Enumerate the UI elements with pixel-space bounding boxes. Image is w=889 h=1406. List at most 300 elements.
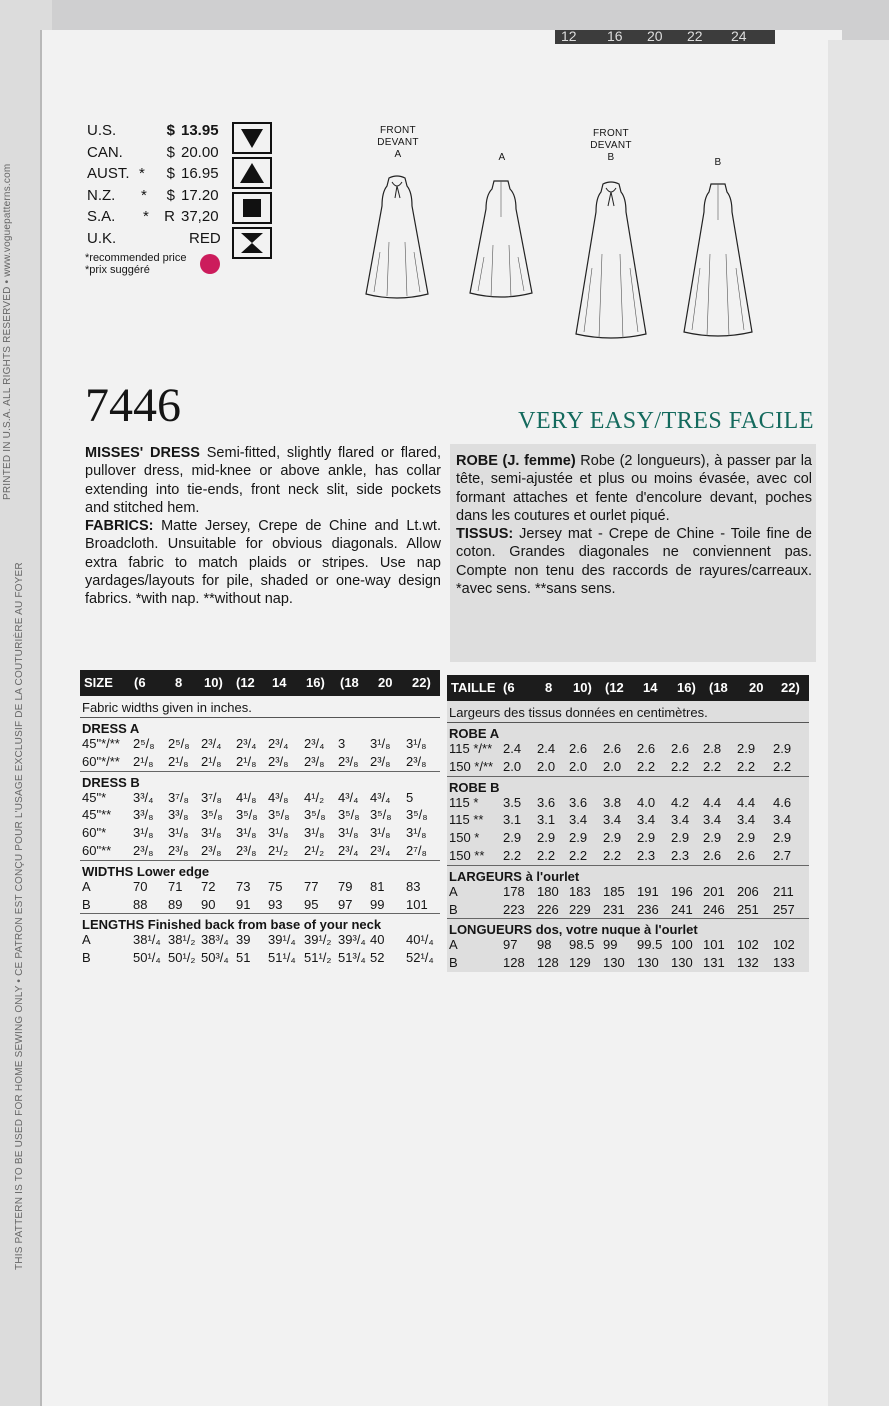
table-cell: 3.4 <box>703 812 722 828</box>
english-description <box>85 444 441 609</box>
price-amount: RED <box>189 229 221 247</box>
table-cell: 2.9 <box>737 741 756 756</box>
price-code-symbols <box>232 122 270 262</box>
table-cell: 3.4 <box>671 812 690 828</box>
table-cell: 99.5 <box>637 937 663 953</box>
table-cell: 101 <box>703 937 725 953</box>
header-size-column: (12 <box>605 680 624 695</box>
table-cell: 3¹/₈ <box>370 825 391 841</box>
table-cell: 3.1 <box>537 812 556 828</box>
table-cell: 39³/₄ <box>338 932 366 948</box>
table-cell: 2.9 <box>703 830 722 846</box>
table-cell: 3⁵/₈ <box>406 807 428 823</box>
table-cell: 191 <box>637 883 659 899</box>
table-cell: 2.6 <box>737 847 756 863</box>
table-cell: 4.0 <box>637 794 656 810</box>
table-cell: 2¹/₈ <box>201 753 222 769</box>
section-note: Lower edge <box>136 863 210 879</box>
table-section-label <box>80 860 440 878</box>
table-cell: 5 <box>406 789 414 805</box>
table-cell: 3⁵/₈ <box>236 807 258 823</box>
table-cell: 2.9 <box>569 830 588 846</box>
price-currency: $ <box>166 122 175 139</box>
table-cell: 226 <box>537 901 559 917</box>
table-cell: 2.2 <box>773 758 792 774</box>
table-cell: 2³/₈ <box>370 753 391 769</box>
table-cell: 229 <box>569 901 591 917</box>
section-title: DRESS B <box>82 774 140 790</box>
table-row <box>80 878 440 896</box>
header-size-column: (6 <box>134 675 146 690</box>
table-cell: 2³/₈ <box>268 753 289 769</box>
table-cell: 97 <box>338 896 353 912</box>
table-cell: 102 <box>773 937 795 953</box>
table-cell: 128 <box>537 955 559 971</box>
table-row <box>80 753 440 771</box>
table-cell: 2.2 <box>703 758 722 774</box>
header-size-label: TAILLE <box>451 680 496 695</box>
table-cell: 3¹/₈ <box>133 825 154 841</box>
table-cell: 132 <box>737 955 759 971</box>
table-cell: 241 <box>671 901 693 917</box>
table-row <box>447 901 809 919</box>
row-label: 115 */** <box>449 741 493 756</box>
table-cell: 2.9 <box>773 741 792 756</box>
table-cell: 3⁷/₈ <box>168 789 189 805</box>
table-cell: 129 <box>569 955 591 971</box>
section-title: DRESS A <box>82 721 140 736</box>
price-star: * <box>141 186 147 204</box>
price-country: CAN. <box>87 143 123 161</box>
row-label: 150 ** <box>449 847 485 863</box>
dress-b-front-illustration <box>572 178 650 343</box>
table-cell: 2.2 <box>569 847 588 863</box>
table-cell: 2.0 <box>569 758 588 774</box>
table-cell: 3.1 <box>503 812 522 828</box>
section-note: à l'ourlet <box>525 868 580 884</box>
header-size-column: 16) <box>306 675 325 690</box>
header-size-column: (18 <box>709 680 728 695</box>
table-cell: 2³/₄ <box>201 736 222 751</box>
table-cell: 196 <box>671 883 693 899</box>
table-section-label <box>80 718 440 735</box>
table-cell: 2³/₈ <box>236 842 257 858</box>
table-cell: 3⁵/₈ <box>304 807 326 823</box>
header-size-column: (6 <box>503 680 515 695</box>
header-size-label: SIZE <box>84 675 113 690</box>
copyright-notice: PRINTED IN U.S.A. ALL RIGHTS RESERVED • www.voguepatterns.com <box>2 163 13 500</box>
triangle-up-icon <box>232 157 272 189</box>
table-row <box>80 842 440 860</box>
header-size-column: 14 <box>272 675 287 690</box>
table-row <box>447 883 809 901</box>
table-cell: 236 <box>637 901 659 917</box>
table-cell: 4.4 <box>737 794 756 810</box>
table-cell: 2.2 <box>637 758 656 774</box>
section-title: LENGTHS <box>82 917 145 933</box>
row-label: 60"** <box>82 842 112 858</box>
table-cell: 93 <box>268 896 283 912</box>
table-cell: 83 <box>406 878 421 894</box>
table-cell: 2.4 <box>503 741 522 756</box>
table-cell: 3³/₈ <box>168 807 189 823</box>
table-cell: 73 <box>236 878 251 894</box>
table-cell: 211 <box>773 883 794 899</box>
view-label-front: FRONT <box>380 125 416 136</box>
header-size-column: (12 <box>236 675 255 690</box>
section-note: dos, votre nuque à l'ourlet <box>535 922 698 938</box>
table-cell: 2³/₄ <box>338 842 359 858</box>
table-section-label <box>447 776 809 794</box>
view-label-letter: B <box>714 157 722 168</box>
section-title: ROBE B <box>449 779 500 795</box>
table-cell: 3¹/₈ <box>268 825 289 841</box>
table-row <box>447 811 809 829</box>
recommended-price-note: *recommended price <box>85 252 187 264</box>
table-cell: 95 <box>304 896 319 912</box>
pattern-number: 7446 <box>85 379 181 432</box>
row-label: 150 */** <box>449 758 494 774</box>
table-cell: 3.8 <box>603 794 622 810</box>
table-cell: 2.2 <box>737 758 756 774</box>
table-subtitle: Fabric widths given in inches. <box>80 696 440 718</box>
table-cell: 2³/₄ <box>304 736 325 751</box>
section-note: Finished back from base of your neck <box>147 917 382 933</box>
table-cell: 185 <box>603 883 625 899</box>
price-amount: 13.95 <box>181 122 219 139</box>
table-cell: 3¹/₈ <box>406 736 427 751</box>
table-cell: 2³/₈ <box>338 753 359 769</box>
price-currency: R <box>164 208 175 225</box>
price-amount: 16.95 <box>181 165 219 182</box>
header-size-column: 8 <box>545 680 553 695</box>
section-title: WIDTHS <box>82 863 134 879</box>
triangle-down-icon <box>232 122 272 154</box>
table-cell: 4³/₄ <box>338 789 359 805</box>
table-cell: 3¹/₈ <box>370 736 391 751</box>
price-country: N.Z. <box>87 186 116 204</box>
table-cell: 4³/₈ <box>268 789 289 805</box>
table-cell: 2.9 <box>603 830 622 846</box>
table-row <box>80 949 440 967</box>
table-cell: 2³/₈ <box>406 753 427 769</box>
english-fabrics-label: FABRICS: <box>85 518 154 535</box>
table-cell: 2¹/₈ <box>236 753 257 769</box>
header-size-column: 8 <box>175 675 183 690</box>
table-cell: 251 <box>737 901 759 917</box>
header-size-column: (18 <box>340 675 359 690</box>
table-cell: 206 <box>737 883 759 899</box>
section-title: ROBE A <box>449 726 500 741</box>
english-description-text: Semi-fitted, slightly flared or flared, pullover dress, mid-knee or above ankle, has collar extending into tie-ends, front neck slit, side pockets and stitched hem. <box>85 445 441 516</box>
view-label-letter: B <box>607 152 615 163</box>
table-cell: 257 <box>773 901 795 917</box>
dress-a-front-illustration <box>362 172 432 302</box>
table-cell: 2.6 <box>569 741 588 756</box>
header-size-column: 20 <box>378 675 393 690</box>
hourglass-icon <box>232 227 272 259</box>
french-title: ROBE (J. femme) <box>456 453 576 469</box>
table-cell: 3¹/₈ <box>168 825 189 841</box>
table-cell: 2.9 <box>637 830 656 846</box>
price-star: * <box>143 208 149 225</box>
table-cell: 4.2 <box>671 794 690 810</box>
table-cell: 50¹/₄ <box>133 950 161 966</box>
table-cell: 246 <box>703 901 725 917</box>
table-cell: 2¹/₈ <box>133 753 154 769</box>
table-row <box>447 954 809 972</box>
row-label: 45"*/** <box>82 736 120 751</box>
table-cell: 131 <box>703 955 725 971</box>
table-row <box>80 824 440 842</box>
yardage-table-english <box>80 670 440 967</box>
table-cell: 2.2 <box>537 847 556 863</box>
table-row <box>447 829 809 847</box>
table-row <box>80 931 440 949</box>
table-cell: 3.6 <box>537 794 556 810</box>
table-section-label <box>80 913 440 931</box>
row-label: A <box>82 932 91 948</box>
view-label-devant: DEVANT <box>590 140 632 151</box>
header-size-column: 16) <box>677 680 696 695</box>
table-cell: 3¹/₈ <box>338 825 359 841</box>
table-row <box>447 936 809 954</box>
yardage-table-french <box>447 675 809 972</box>
table-cell: 51 <box>236 950 251 966</box>
table-cell: 2³/₈ <box>168 842 189 858</box>
price-country: S.A. <box>87 208 116 225</box>
table-cell: 4.6 <box>773 794 792 810</box>
table-cell: 2.9 <box>503 830 522 846</box>
table-cell: 39¹/₄ <box>268 932 296 948</box>
english-title: MISSES' DRESS <box>85 445 200 461</box>
table-cell: 4¹/₈ <box>236 789 257 805</box>
view-front-b <box>585 128 637 164</box>
table-cell: 2¹/₂ <box>304 842 325 858</box>
table-section-label <box>447 865 809 883</box>
table-cell: 39 <box>236 932 251 948</box>
table-cell: 3⁷/₈ <box>201 789 222 805</box>
row-label: B <box>449 901 458 917</box>
header-size-column: 20 <box>749 680 764 695</box>
table-row <box>447 794 809 812</box>
table-cell: 3⁵/₈ <box>201 807 223 823</box>
view-label-letter: A <box>394 149 402 160</box>
table-cell: 3³/₈ <box>133 807 154 823</box>
section-title: LARGEURS <box>449 868 522 884</box>
row-label: A <box>449 937 458 953</box>
table-cell: 4³/₄ <box>370 789 391 805</box>
table-cell: 180 <box>537 883 559 899</box>
table-cell: 2³/₈ <box>133 842 154 858</box>
section-title: LONGUEURS <box>449 922 533 938</box>
price-notes <box>85 252 187 276</box>
table-cell: 2.0 <box>503 758 522 774</box>
table-cell: 2.0 <box>603 758 622 774</box>
table-cell: 2.3 <box>637 847 656 863</box>
table-cell: 2⁵/₈ <box>168 736 190 751</box>
price-country: U.S. <box>87 122 117 139</box>
table-cell: 2.2 <box>503 847 522 863</box>
table-cell: 2³/₄ <box>370 842 391 858</box>
table-cell: 2.7 <box>773 847 792 863</box>
table-row <box>80 896 440 914</box>
header-size-column: 22) <box>781 680 800 695</box>
table-cell: 51³/₄ <box>338 950 366 966</box>
row-label: 115 * <box>449 794 479 810</box>
table-cell: 2.6 <box>703 847 722 863</box>
table-cell: 51¹/₄ <box>268 950 296 966</box>
table-cell: 128 <box>503 955 525 971</box>
price-amount: 20.00 <box>181 143 219 161</box>
table-cell: 2.0 <box>537 758 556 774</box>
table-section-label <box>447 723 809 740</box>
table-cell: 3¹/₈ <box>236 825 257 841</box>
row-label: B <box>82 896 91 912</box>
table-cell: 3.4 <box>603 812 622 828</box>
table-cell: 231 <box>603 901 625 917</box>
table-row <box>447 758 809 776</box>
price-currency: $ <box>166 165 175 182</box>
difficulty-label: VERY EASY/TRES FACILE <box>518 408 814 434</box>
row-label: 60"* <box>82 825 107 841</box>
view-back-b <box>706 157 730 169</box>
table-cell: 2.9 <box>671 830 690 846</box>
price-amount: 37,20 <box>181 208 219 225</box>
table-cell: 72 <box>201 878 216 894</box>
table-cell: 3¹/₈ <box>406 825 427 841</box>
table-cell: 51¹/₂ <box>304 950 332 966</box>
size-strip-number: 20 <box>647 28 663 44</box>
table-cell: 2³/₄ <box>236 736 257 751</box>
table-cell: 3¹/₈ <box>304 825 325 841</box>
table-cell: 2³/₄ <box>268 736 289 751</box>
row-label: A <box>449 883 458 899</box>
table-cell: 38¹/₄ <box>133 932 161 948</box>
view-label-front: FRONT <box>593 128 629 139</box>
table-cell: 2.6 <box>637 741 656 756</box>
row-label: 45"** <box>82 807 112 823</box>
price-currency: $ <box>166 186 175 204</box>
table-row <box>447 740 809 758</box>
table-cell: 102 <box>737 937 759 953</box>
size-strip-number: 22 <box>687 28 703 44</box>
table-cell: 3¹/₈ <box>201 825 222 841</box>
table-cell: 3.6 <box>569 794 588 810</box>
size-strip-number: 12 <box>561 28 577 44</box>
table-cell: 98 <box>537 937 552 953</box>
table-subtitle: Largeurs des tissus données en centimètres. <box>447 701 809 723</box>
row-label: 45"* <box>82 789 107 805</box>
table-cell: 4.4 <box>703 794 722 810</box>
table-cell: 39¹/₂ <box>304 932 332 948</box>
table-cell: 3 <box>338 736 346 751</box>
table-row <box>80 789 440 807</box>
row-label: 60"*/** <box>82 753 120 769</box>
size-strip-number: 24 <box>731 28 747 44</box>
table-row <box>80 806 440 824</box>
table-cell: 101 <box>406 896 428 912</box>
table-cell: 3.4 <box>637 812 656 828</box>
table-row <box>447 847 809 865</box>
table-cell: 100 <box>671 937 693 953</box>
table-cell: 40¹/₄ <box>406 932 434 948</box>
table-cell: 223 <box>503 901 525 917</box>
square-icon <box>232 192 272 224</box>
french-fabrics-text: Jersey mat - Crepe de Chine - Toile fine de coton. Grandes diagonales ne conviennent pas. Compte non tenu des raccords de rayures/carreaux. *avec sens. **sans sens. <box>456 526 812 598</box>
table-cell: 2³/₈ <box>304 753 325 769</box>
table-cell: 70 <box>133 878 148 894</box>
table-cell: 3⁵/₈ <box>370 807 392 823</box>
view-back-a <box>490 152 514 164</box>
table-cell: 38¹/₂ <box>168 932 196 948</box>
table-cell: 133 <box>773 955 795 971</box>
table-cell: 71 <box>168 878 183 894</box>
table-cell: 99 <box>370 896 385 912</box>
table-section-label <box>447 918 809 936</box>
table-header <box>80 670 440 696</box>
table-cell: 2.4 <box>537 741 556 756</box>
row-label: B <box>82 950 91 966</box>
table-cell: 38³/₄ <box>201 932 229 948</box>
table-section-label <box>80 771 440 789</box>
table-cell: 178 <box>503 883 525 899</box>
view-label-letter: A <box>498 152 506 163</box>
row-label: 150 * <box>449 830 480 846</box>
view-label-devant: DEVANT <box>377 137 419 148</box>
table-cell: 77 <box>304 878 319 894</box>
dress-a-back-illustration <box>466 177 536 302</box>
row-label: B <box>449 955 458 971</box>
dress-b-back-illustration <box>680 180 756 342</box>
table-cell: 2.2 <box>603 847 622 863</box>
table-cell: 3.4 <box>737 812 756 828</box>
table-cell: 2.6 <box>671 741 690 756</box>
table-cell: 50³/₄ <box>201 950 229 966</box>
table-cell: 91 <box>236 896 251 912</box>
table-cell: 2.9 <box>737 830 756 846</box>
home-sewing-notice: THIS PATTERN IS TO BE USED FOR HOME SEWING ONLY • CE PATRON EST CONÇU POUR L'USAGE EXCLUSIF DE LA COUTURIÈRE AU FOYER <box>14 562 25 1270</box>
table-cell: 52 <box>370 950 385 966</box>
table-cell: 130 <box>603 955 625 971</box>
table-header <box>447 675 809 701</box>
table-cell: 50¹/₂ <box>168 950 196 966</box>
table-cell: 2⁵/₈ <box>133 736 155 751</box>
french-fabrics-label: TISSUS: <box>456 526 514 543</box>
table-cell: 2.9 <box>537 830 556 846</box>
table-cell: 3.4 <box>569 812 588 828</box>
table-cell: 201 <box>703 883 725 899</box>
table-cell: 81 <box>370 878 385 894</box>
row-label: A <box>82 878 91 894</box>
header-size-column: 10) <box>573 680 592 695</box>
table-cell: 2³/₈ <box>201 842 222 858</box>
table-cell: 2.2 <box>671 758 690 774</box>
header-size-column: 14 <box>643 680 658 695</box>
prix-suggere-note: *prix suggéré <box>85 264 150 276</box>
table-cell: 183 <box>569 883 591 899</box>
table-cell: 99 <box>603 937 618 953</box>
french-description <box>450 444 816 662</box>
table-cell: 2¹/₂ <box>268 842 289 858</box>
view-front-a <box>372 125 424 161</box>
price-currency: $ <box>166 143 175 161</box>
table-cell: 130 <box>637 955 659 971</box>
table-cell: 2.3 <box>671 847 690 863</box>
table-cell: 2.8 <box>703 741 722 756</box>
table-cell: 130 <box>671 955 693 971</box>
row-label: 115 ** <box>449 812 484 828</box>
